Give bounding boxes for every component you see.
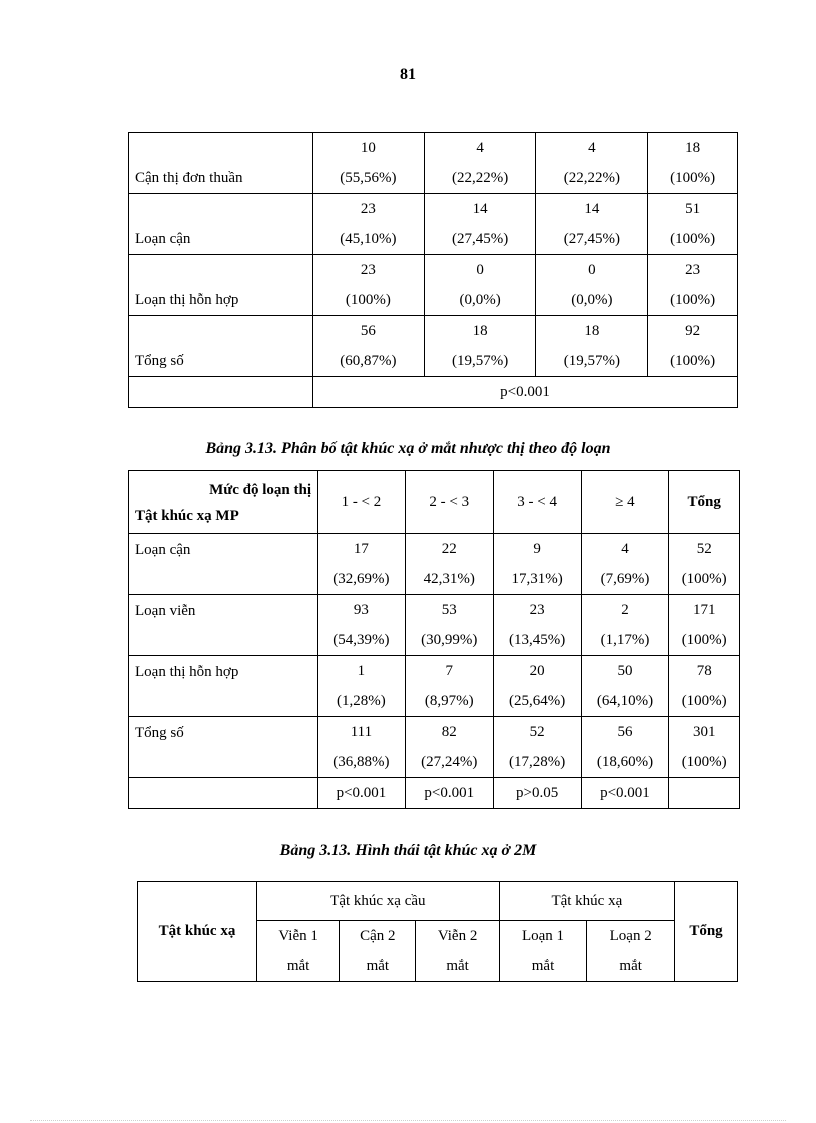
cell-percent: (27,45%) [563, 231, 620, 247]
cell-percent: (100%) [681, 571, 727, 587]
cell-count: 9 [533, 541, 541, 557]
table-cell [648, 133, 738, 194]
table-cell [405, 717, 493, 778]
cell-count: 111 [350, 724, 373, 740]
cell-percent: (19,57%) [563, 353, 620, 369]
table-cell [669, 595, 740, 656]
table-cell [648, 255, 738, 316]
cell-percent: (18,60%) [596, 754, 654, 770]
cell-percent: (17,28%) [508, 754, 566, 770]
table-row [129, 534, 740, 595]
table-cell [536, 133, 648, 194]
table-row [129, 316, 738, 377]
cell-count: 18 [685, 140, 701, 156]
p-value: p<0.001 [405, 778, 493, 809]
cell-count: 2 [621, 602, 629, 618]
column-header: 1 - < 2 [318, 471, 406, 534]
cell-percent: (36,88%) [333, 754, 390, 770]
table-cell [405, 595, 493, 656]
cell-count: 0 [588, 262, 596, 278]
table-cell [493, 534, 581, 595]
p-value [669, 778, 740, 809]
sub-column-header [340, 921, 416, 982]
cell-percent: (100%) [670, 231, 716, 247]
sub-column-line: mắt [619, 958, 642, 974]
cell-percent: (54,39%) [333, 632, 390, 648]
page-number: 81 [400, 66, 416, 83]
refraction-morphology-table [137, 881, 738, 982]
table-cell [405, 656, 493, 717]
column-header: Tổng [669, 471, 740, 534]
table-cell [493, 656, 581, 717]
column-header: 3 - < 4 [493, 471, 581, 534]
p-value-row [129, 778, 740, 809]
cell-count: 51 [685, 201, 701, 217]
cell-percent: (0,0%) [571, 292, 613, 308]
table-cell [313, 316, 425, 377]
table-cell [648, 316, 738, 377]
cell-percent: (100%) [681, 693, 727, 709]
empty-cell [129, 778, 318, 809]
cell-percent: (100%) [670, 292, 716, 308]
cell-count: 4 [476, 140, 484, 156]
header-astigmatism-level: Mức độ loạn thị [209, 482, 311, 498]
cell-count: 50 [617, 663, 633, 679]
sub-column-header [499, 921, 587, 982]
row-label: Tổng số [129, 316, 313, 377]
sub-column-header [587, 921, 675, 982]
cell-count: 14 [472, 201, 488, 217]
cell-percent: (1,17%) [600, 632, 650, 648]
table-cell [313, 133, 425, 194]
cell-percent: (100%) [670, 353, 716, 369]
table-cell [493, 595, 581, 656]
sub-column-line: Viễn 2 [437, 928, 478, 944]
column-header: 2 - < 3 [405, 471, 493, 534]
table-cell [318, 595, 406, 656]
table-cell [669, 717, 740, 778]
sub-column-line: mắt [531, 958, 555, 974]
cell-count: 20 [529, 663, 545, 679]
sub-column-line: mắt [446, 958, 469, 974]
cell-count: 56 [617, 724, 633, 740]
p-value-row [129, 377, 738, 408]
cell-percent: (100%) [345, 292, 391, 308]
table-cell [424, 194, 536, 255]
p-value: p>0.05 [493, 778, 581, 809]
group-header-astigmatism: Tật khúc xạ [499, 882, 674, 921]
cell-percent: (27,24%) [421, 754, 478, 770]
table-cell [405, 534, 493, 595]
cell-percent: (45,10%) [340, 231, 397, 247]
cell-percent: (30,99%) [421, 632, 478, 648]
header-total: Tổng [675, 882, 738, 982]
table-cell [581, 595, 669, 656]
cell-count: 18 [472, 323, 488, 339]
table-cell [669, 534, 740, 595]
cell-percent: (7,69%) [600, 571, 650, 587]
table-cell [669, 656, 740, 717]
cell-percent: (27,45%) [451, 231, 509, 247]
footer-divider [30, 1120, 786, 1121]
cell-count: 7 [445, 663, 454, 679]
cell-count: 53 [441, 602, 457, 618]
table-cell [424, 133, 536, 194]
row-label: Loạn viễn [129, 595, 318, 656]
cell-count: 82 [441, 724, 457, 740]
cell-count: 93 [353, 602, 369, 618]
cell-percent: (22,22%) [563, 170, 620, 186]
cell-percent: (1,28%) [337, 693, 386, 709]
row-label: Loạn cận [129, 534, 318, 595]
p-value: p<0.001 [581, 778, 669, 809]
sub-column-line: Loạn 2 [609, 928, 652, 944]
cell-count: 4 [588, 140, 596, 156]
table-row [129, 255, 738, 316]
empty-cell [129, 377, 313, 408]
cell-count: 17 [353, 541, 369, 557]
row-label: Loạn thị hỗn hợp [129, 656, 318, 717]
refraction-table-continued [128, 132, 738, 408]
cell-count: 56 [360, 323, 376, 339]
table-row [129, 717, 740, 778]
cell-percent: (25,64%) [508, 693, 566, 709]
cell-percent: (19,57%) [451, 353, 509, 369]
cell-percent: (0,0%) [459, 292, 501, 308]
table-row [129, 194, 738, 255]
cell-percent: (55,56%) [340, 170, 397, 186]
table-cell [536, 316, 648, 377]
row-label: Loạn thị hỗn hợp [129, 255, 313, 316]
sub-column-line: mắt [366, 958, 390, 974]
table-cell [424, 255, 536, 316]
table-corner-header [129, 471, 318, 534]
table-cell [318, 534, 406, 595]
table-cell [581, 717, 669, 778]
sub-column-line: Cận 2 [360, 928, 396, 944]
cell-percent: (64,10%) [596, 693, 654, 709]
cell-count: 10 [360, 140, 376, 156]
sub-column-header [257, 921, 340, 982]
table-cell [313, 194, 425, 255]
table-cell [493, 717, 581, 778]
cell-count: 52 [529, 724, 545, 740]
table-cell [313, 255, 425, 316]
column-header: ≥ 4 [581, 471, 669, 534]
table-caption-morphology: Bảng 3.13. Hình thái tật khúc xạ ở 2M [279, 842, 537, 859]
cell-count: 78 [696, 663, 712, 679]
row-label: Tổng số [129, 717, 318, 778]
cell-percent: 17,31%) [511, 571, 563, 587]
p-value: p<0.001 [313, 377, 738, 408]
cell-count: 301 [692, 724, 716, 740]
sub-column-line: mắt [286, 958, 310, 974]
table-cell [648, 194, 738, 255]
cell-percent: (60,87%) [340, 353, 397, 369]
row-label: Loạn cận [129, 194, 313, 255]
cell-count: 23 [685, 262, 701, 278]
table-cell [318, 717, 406, 778]
astigmatism-distribution-table [128, 470, 740, 809]
row-label: Cận thị đơn thuần [129, 133, 313, 194]
cell-percent: (13,45%) [508, 632, 566, 648]
cell-percent: (100%) [681, 632, 727, 648]
cell-percent: (32,69%) [333, 571, 390, 587]
p-value: p<0.001 [318, 778, 406, 809]
cell-percent: (100%) [681, 754, 727, 770]
cell-count: 0 [476, 262, 484, 278]
row-header-refractive-error: Tật khúc xạ [138, 882, 257, 982]
cell-count: 4 [621, 541, 629, 557]
cell-percent: 42,31%) [423, 571, 475, 587]
cell-count: 23 [529, 602, 545, 618]
cell-percent: (100%) [670, 170, 716, 186]
table-cell [536, 255, 648, 316]
table-caption-astigmatism: Bảng 3.13. Phân bố tật khúc xạ ở mắt nhược thị theo độ loạn [205, 440, 611, 457]
group-header-spherical: Tật khúc xạ cầu [257, 882, 500, 921]
cell-count: 23 [360, 201, 376, 217]
table-row [129, 595, 740, 656]
cell-count: 22 [441, 541, 457, 557]
table-cell [536, 194, 648, 255]
header-refractive-error-mp: Tật khúc xạ MP [135, 508, 239, 524]
table-cell [581, 534, 669, 595]
table-row [129, 656, 740, 717]
cell-percent: (22,22%) [451, 170, 509, 186]
cell-percent: (8,97%) [424, 693, 474, 709]
cell-count: 14 [584, 201, 600, 217]
table-cell [424, 316, 536, 377]
cell-count: 92 [685, 323, 701, 339]
cell-count: 18 [584, 323, 600, 339]
sub-column-line: Viễn 1 [278, 928, 318, 944]
sub-column-line: Loạn 1 [521, 928, 565, 944]
sub-column-header [416, 921, 499, 982]
cell-count: 23 [360, 262, 376, 278]
table-cell [318, 656, 406, 717]
cell-count: 1 [357, 663, 366, 679]
table-cell [581, 656, 669, 717]
cell-count: 52 [696, 541, 712, 557]
cell-count: 171 [692, 602, 716, 618]
table-row [129, 133, 738, 194]
